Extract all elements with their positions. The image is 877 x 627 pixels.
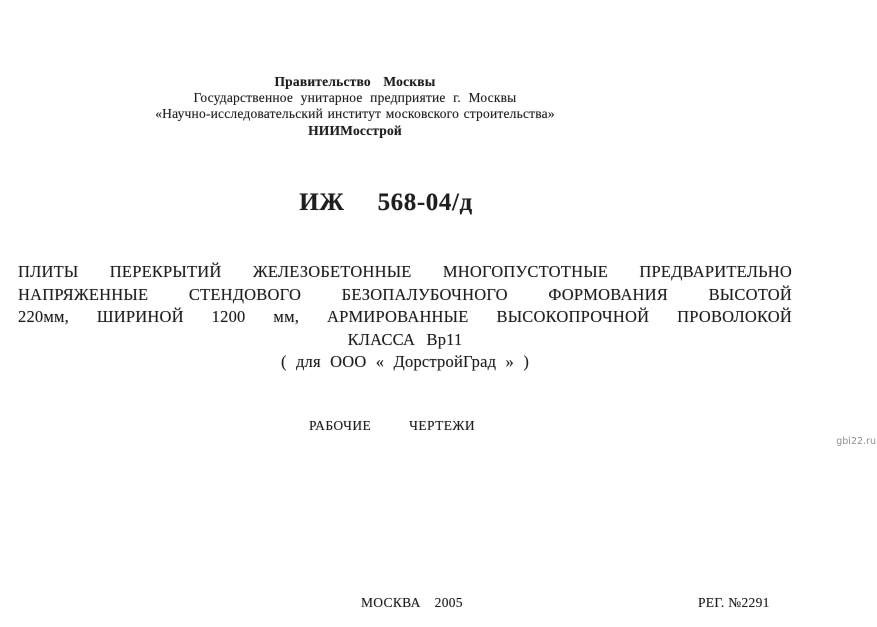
document-number — [0, 189, 772, 217]
header-institute-short-name: НИИМосстрой — [308, 122, 402, 138]
header-government: Правительство Москвы — [274, 74, 436, 89]
document-number-series: ИЖ — [299, 189, 345, 216]
title-line-class: КЛАССА Вр11 — [347, 329, 463, 349]
title-line-1: ПЛИТЫ ПЕРЕКРЫТИЙ ЖЕЛЕЗОБЕТОННЫЕ МНОГОПУСТОТНЫЕ ПРЕДВАРИТЕЛЬНО — [18, 262, 792, 281]
footer-registration-number: РЕГ. №2291 — [698, 595, 770, 610]
document-title — [18, 261, 792, 374]
doc-type-word-1: РАБОЧИЕ — [308, 418, 372, 433]
document-type-label — [0, 418, 784, 434]
organization-header — [55, 74, 655, 139]
document-number-code: 568-04/д — [377, 189, 473, 216]
title-line-3: 220мм, ШИРИНОЙ 1200 мм, АРМИРОВАННЫЕ ВЫСОКОПРОЧНОЙ ПРОВОЛОКОЙ — [18, 307, 792, 327]
footer-city-year — [361, 595, 463, 611]
header-enterprise: Государственное унитарное предприятие г. Москвы — [193, 90, 517, 106]
header-institute: «Научно-исследовательский институт московского строительства» — [155, 106, 555, 122]
doc-type-word-2: ЧЕРТЕЖИ — [409, 418, 476, 433]
site-watermark: gbi22.ru — [836, 436, 876, 447]
title-line-2: НАПРЯЖЕННЫЕ СТЕНДОВОГО БЕЗОПАЛУБОЧНОГО ФОРМОВАНИЯ ВЫСОТОЙ — [18, 284, 792, 304]
title-line-customer: ( для ООО « ДорстройГрад » ) — [280, 352, 530, 372]
footer-city: МОСКВА — [361, 595, 421, 610]
footer-year: 2005 — [434, 595, 463, 610]
